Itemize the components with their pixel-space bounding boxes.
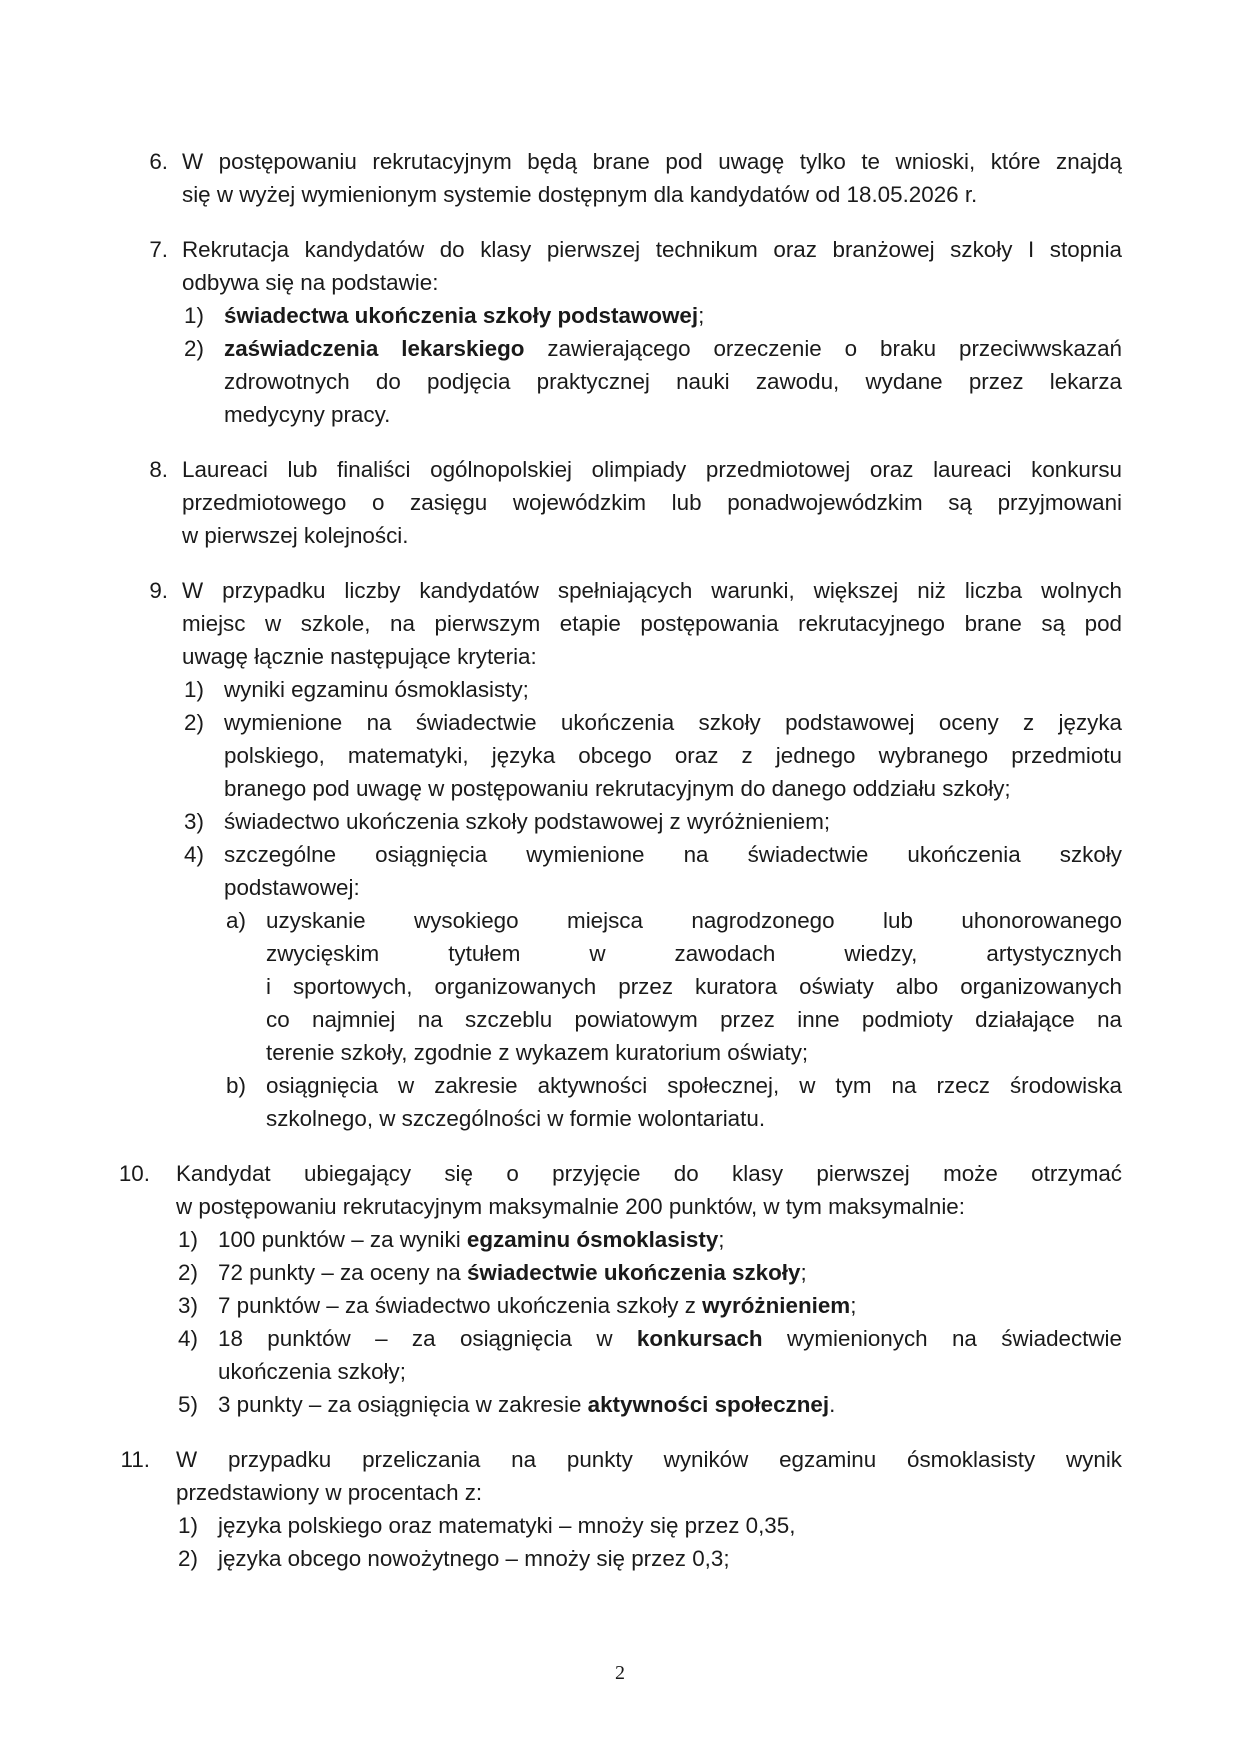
item-number: 6. <box>149 149 168 174</box>
sub-item <box>176 1256 1122 1289</box>
text-line: przedmiotowego o zasięgu wojewódzkim lub ponadwojewódzkim są przyjmowani <box>182 490 1122 515</box>
text-line: uzyskanie wysokiego miejsca nagrodzonego lub uhonorowanego <box>266 908 1122 933</box>
text: ; <box>800 1260 807 1285</box>
bold-text: zaświadczenia lekarskiego <box>224 336 525 361</box>
text-line: branego pod uwagę w postępowaniu rekrutacyjnym do danego oddziału szkoły; <box>224 776 1011 801</box>
sub-item-number: 4) <box>178 1326 198 1351</box>
text: ; <box>698 303 705 328</box>
sub-item-number: 1) <box>184 303 204 328</box>
text-line: W przypadku liczby kandydatów spełniających warunki, większej niż liczba wolnych <box>182 578 1122 603</box>
sub-sub-item <box>224 904 1122 1069</box>
sub-item <box>182 805 1122 838</box>
text-line: świadectwo ukończenia szkoły podstawowej z wyróżnieniem; <box>224 809 831 834</box>
text-line: języka polskiego oraz matematyki – mnoży się przez 0,35, <box>218 1513 796 1538</box>
bold-text: egzaminu ósmoklasisty <box>466 1227 719 1252</box>
text: wymienionych na świadectwie <box>762 1326 1122 1351</box>
sub-item-number: 1) <box>178 1513 198 1538</box>
sub-item-number: 1) <box>184 677 204 702</box>
page-number: 2 <box>615 1662 625 1684</box>
sub-sub-item-letter: b) <box>226 1073 246 1098</box>
sub-item-number: 3) <box>184 809 204 834</box>
sub-item <box>182 332 1122 431</box>
text: . <box>829 1392 836 1417</box>
sub-item <box>182 673 1122 706</box>
text-line: się w wyżej wymienionym systemie dostępnym dla kandydatów od 18.05.2026 r. <box>182 182 978 207</box>
list-item-7 <box>140 233 1122 431</box>
sub-sub-item-letter: a) <box>226 908 246 933</box>
text-line: wymienione na świadectwie ukończenia szkoły podstawowej oceny z języka <box>224 710 1122 735</box>
list-item-10 <box>118 1157 1122 1421</box>
text-line: W postępowaniu rekrutacyjnym będą brane pod uwagę tylko te wnioski, które znajdą <box>182 149 1122 174</box>
sub-item-number: 1) <box>178 1227 198 1252</box>
text-line: Kandydat ubiegający się o przyjęcie do klasy pierwszej może otrzymać <box>176 1161 1122 1186</box>
bold-text: wyróżnieniem <box>702 1293 851 1318</box>
item-number: 9. <box>149 578 168 603</box>
bold-text: aktywności społecznej <box>587 1392 830 1417</box>
sub-item <box>176 1322 1122 1388</box>
document-body <box>118 145 1123 1575</box>
text-line: terenie szkoły, zgodnie z wykazem kuratorium oświaty; <box>266 1040 809 1065</box>
text-line: i sportowych, organizowanych przez kuratora oświaty albo organizowanych <box>266 974 1122 999</box>
text-line: ukończenia szkoły; <box>218 1359 406 1384</box>
sub-item-number: 3) <box>178 1293 198 1318</box>
text-line: odbywa się na podstawie: <box>182 270 439 295</box>
text-line: osiągnięcia w zakresie aktywności społecznej, w tym na rzecz środowiska <box>266 1073 1122 1098</box>
item-number: 8. <box>149 457 168 482</box>
text-line: zwycięskim tytułem w zawodach wiedzy, artystycznych <box>266 941 1122 966</box>
text-line: W przypadku przeliczania na punkty wyników egzaminu ósmoklasisty wynik <box>176 1447 1122 1472</box>
text: 3 punkty – za osiągnięcia w zakresie <box>218 1392 588 1417</box>
sub-sub-item <box>224 1069 1122 1135</box>
sub-item <box>176 1509 1122 1542</box>
text-line: polskiego, matematyki, języka obcego oraz z jednego wybranego przedmiotu <box>224 743 1122 768</box>
sub-item <box>176 1289 1122 1322</box>
text: ; <box>850 1293 857 1318</box>
text-line: szczególne osiągnięcia wymienione na świadectwie ukończenia szkoły <box>224 842 1122 867</box>
text: zawierającego orzeczenie o braku przeciwwskazań <box>524 336 1123 361</box>
list-item-6 <box>140 145 1122 211</box>
sub-item-number: 2) <box>178 1546 198 1571</box>
bold-text: konkursach <box>636 1326 763 1351</box>
sub-item-number: 4) <box>184 842 204 867</box>
item-number: 7. <box>149 237 168 262</box>
text: 18 punktów – za osiągnięcia w <box>218 1326 637 1351</box>
sub-item <box>182 706 1122 805</box>
text-line: wyniki egzaminu ósmoklasisty; <box>224 677 529 702</box>
text-line: podstawowej: <box>224 875 360 900</box>
text-line: szkolnego, w szczególności w formie wolontariatu. <box>266 1106 766 1131</box>
sub-item-number: 5) <box>178 1392 198 1417</box>
bold-text: świadectwa ukończenia szkoły podstawowej <box>224 303 699 328</box>
text-line: uwagę łącznie następujące kryteria: <box>182 644 537 669</box>
text: 72 punkty – za oceny na <box>218 1260 467 1285</box>
text-line: miejsc w szkole, na pierwszym etapie postępowania rekrutacyjnego brane są pod <box>182 611 1122 636</box>
text: ; <box>718 1227 725 1252</box>
bold-text: świadectwie ukończenia szkoły <box>466 1260 801 1285</box>
item-number: 11. <box>120 1447 150 1472</box>
sub-item-number: 2) <box>178 1260 198 1285</box>
text-line: co najmniej na szczeblu powiatowym przez inne podmioty działające na <box>266 1007 1122 1032</box>
text-line: Laureaci lub finaliści ogólnopolskiej olimpiady przedmiotowej oraz laureaci konkursu <box>182 457 1122 482</box>
sub-item <box>176 1542 1122 1575</box>
list-item-9 <box>140 574 1122 1135</box>
text-line: w postępowaniu rekrutacyjnym maksymalnie 200 punktów, w tym maksymalnie: <box>176 1194 965 1219</box>
sub-item <box>176 1388 1122 1421</box>
text-line: Rekrutacja kandydatów do klasy pierwszej technikum oraz branżowej szkoły I stopnia <box>182 237 1122 262</box>
text-line: języka obcego nowożytnego – mnoży się przez 0,3; <box>218 1546 730 1571</box>
text: 100 punktów – za wyniki <box>218 1227 467 1252</box>
sub-item <box>182 838 1122 1135</box>
text-line: zdrowotnych do podjęcia praktycznej nauki zawodu, wydane przez lekarza <box>224 369 1122 394</box>
sub-item <box>176 1223 1122 1256</box>
sub-item-number: 2) <box>184 336 204 361</box>
text-line: w pierwszej kolejności. <box>182 523 409 548</box>
sub-item <box>182 299 1122 332</box>
text-line: medycyny pracy. <box>224 402 391 427</box>
list-item-8 <box>140 453 1122 552</box>
sub-item-number: 2) <box>184 710 204 735</box>
list-item-11 <box>120 1443 1122 1575</box>
item-number: 10. <box>118 1161 150 1186</box>
text: 7 punktów – za świadectwo ukończenia szkoły z <box>218 1293 703 1318</box>
text-line: przedstawiony w procentach z: <box>176 1480 483 1505</box>
